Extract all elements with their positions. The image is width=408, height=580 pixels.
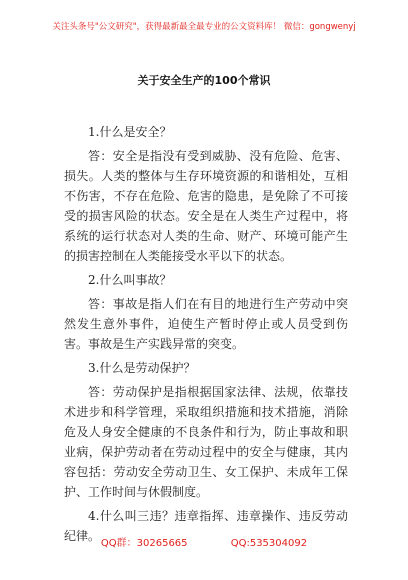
qq-group-number: QQ群：30265665 <box>100 538 188 549</box>
answer-2: 答：事故是指人们在有目的地进行生产劳动中突然发生意外事件，迫使生产暂时停止或人员受到伤害。事故是生产实践异常的突变。 <box>64 297 348 351</box>
header-banner: 关注头条号"公文研究"，获得最新最全最专业的公文资料库！ 微信：gongwenyj <box>52 22 356 32</box>
answer-1: 答：安全是指没有受到威胁、没有危险、危害、损失。人类的整体与生存环境资源的和谐相处，互相不伤害，不存在危险、危害的隐患，是免除了不可接受的损害风险的状态。安全是在人类生产过程中，将系统的运行状态对人类的生命、财产、环境可能产生的损害控制在人类能接受水平以下的状态。 <box>64 149 348 263</box>
footer-contact <box>0 534 408 549</box>
document-body <box>64 122 348 550</box>
question-1: 1.什么是安全？ <box>88 125 172 139</box>
question-3: 3.什么是劳动保护？ <box>88 361 196 375</box>
document-title: 关于安全生产的100个常识 <box>137 74 271 87</box>
answer-3: 答：劳动保护是指根据国家法律、法规，依靠技术进步和科学管理，采取组织措施和技术措施，消除危及人身安全健康的不良条件和行为，防止事故和职业病，保护劳动者在劳动过程中的安全与健康，其内容包括：劳动安全劳动卫生、女工保护、未成年工保护、工作时间与休假制度。 <box>64 385 348 499</box>
question-4: 4.什么叫三违？违章指挥、违章操作、违反劳动纪律。 <box>64 509 348 543</box>
qq-number: QQ:535304092 <box>230 538 308 549</box>
question-2: 2.什么叫事故？ <box>88 273 172 287</box>
